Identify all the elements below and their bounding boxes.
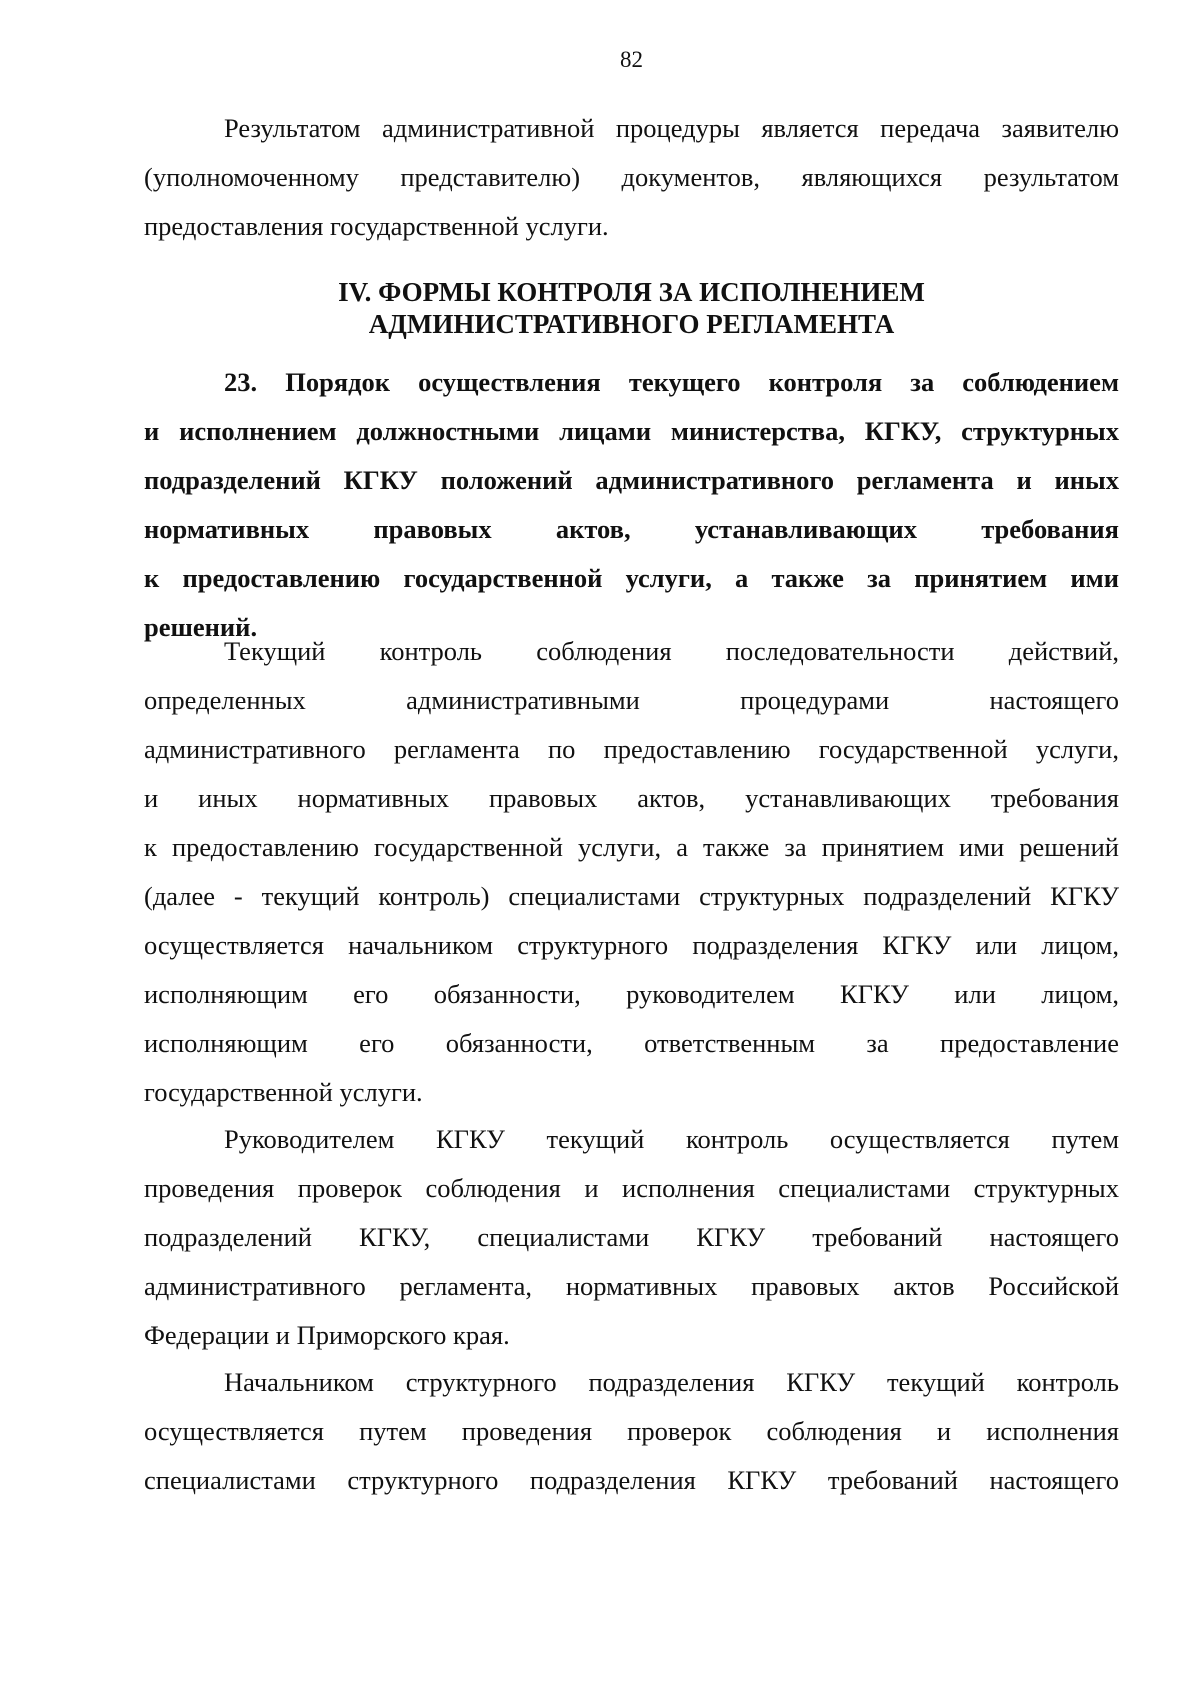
text-line: (далее - текущий контроль) специалистами структурных подразделений КГКУ: [144, 881, 1119, 911]
text-line: предоставления государственной услуги.: [144, 211, 609, 241]
text-line: нормативных правовых актов, устанавливающих требования: [144, 514, 1119, 544]
text-line: исполняющим его обязанности, ответственным за предоставление: [144, 1028, 1119, 1058]
text-line: осуществляется путем проведения проверок соблюдения и исполнения: [144, 1416, 1119, 1446]
text-line: Результатом административной процедуры является передача заявителю: [224, 113, 1119, 143]
text-line: к предоставлению государственной услуги, а также за принятием ими решений: [144, 832, 1119, 862]
text-line: Руководителем КГКУ текущий контроль осуществляется путем: [224, 1124, 1119, 1154]
text-line: Федерации и Приморского края.: [144, 1320, 510, 1350]
text-line: подразделений КГКУ положений административного регламента и иных: [144, 465, 1119, 495]
text-line: осуществляется начальником структурного подразделения КГКУ или лицом,: [144, 930, 1119, 960]
paragraph-result: [144, 104, 1119, 251]
text-line: решений.: [144, 612, 258, 642]
text-line: и исполнением должностными лицами министерства, КГКУ, структурных: [144, 416, 1119, 446]
text-line: (уполномоченному представителю) документов, являющихся результатом: [144, 162, 1119, 192]
text-line: 23. Порядок осуществления текущего контроля за соблюдением: [224, 367, 1119, 397]
text-line: к предоставлению государственной услуги, а также за принятием ими: [144, 563, 1119, 593]
text-line: специалистами структурного подразделения КГКУ требований настоящего: [144, 1465, 1119, 1495]
subsection-heading-23: [144, 358, 1119, 652]
text-line: определенных административными процедурами настоящего: [144, 685, 1119, 715]
text-line: подразделений КГКУ, специалистами КГКУ требований настоящего: [144, 1222, 1119, 1252]
section-heading: [144, 276, 1119, 340]
text-line: и иных нормативных правовых актов, устанавливающих требования: [144, 783, 1119, 813]
section-heading-line: АДМИНИСТРАТИВНОГО РЕГЛАМЕНТА: [368, 309, 895, 339]
text-line: административного регламента, нормативных правовых актов Российской: [144, 1271, 1119, 1301]
text-line: административного регламента по предоставлению государственной услуги,: [144, 734, 1119, 764]
paragraph-head-division: [144, 1358, 1119, 1505]
page-number: 82: [620, 47, 643, 72]
paragraph-current-control: [144, 627, 1119, 1117]
text-line: Текущий контроль соблюдения последовательности действий,: [224, 636, 1119, 666]
text-line: исполняющим его обязанности, руководителем КГКУ или лицом,: [144, 979, 1119, 1009]
text-line: государственной услуги.: [144, 1077, 423, 1107]
text-line: проведения проверок соблюдения и исполнения специалистами структурных: [144, 1173, 1119, 1203]
text-line: Начальником структурного подразделения КГКУ текущий контроль: [224, 1367, 1119, 1397]
section-heading-line: IV. ФОРМЫ КОНТРОЛЯ ЗА ИСПОЛНЕНИЕМ: [338, 277, 925, 307]
paragraph-head-kgku: [144, 1115, 1119, 1360]
